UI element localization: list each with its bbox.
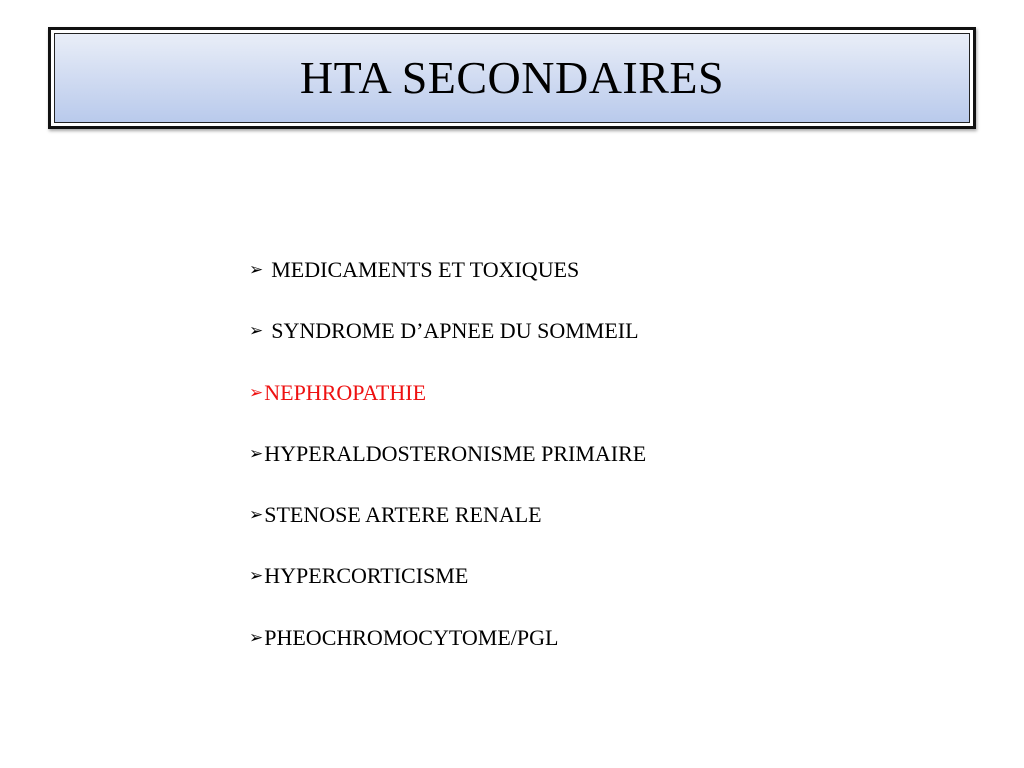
list-item-pheochromocytome xyxy=(249,623,646,684)
list-item-hyperaldosteronisme xyxy=(249,439,646,500)
list-item-label: HYPERALDOSTERONISME PRIMAIRE xyxy=(264,440,647,466)
list-item-nephropathie xyxy=(249,378,646,439)
list-item-label: STENOSE ARTERE RENALE xyxy=(264,502,542,528)
title-frame xyxy=(48,27,976,129)
arrow-bullet-icon: ➢ xyxy=(249,382,264,403)
arrow-bullet-icon: ➢ xyxy=(249,260,264,280)
arrow-bullet-icon: ➢ xyxy=(249,321,264,342)
list-item-label: PHEOCHROMOCYTOME/PGL xyxy=(264,624,559,650)
arrow-bullet-icon: ➢ xyxy=(249,566,264,587)
list-item-hypercorticisme xyxy=(249,561,646,622)
list-item-label: MEDICAMENTS ET TOXIQUES xyxy=(271,257,580,282)
list-item-medicaments xyxy=(249,255,646,316)
list-item-syndrome-apnee xyxy=(249,316,646,377)
arrow-bullet-icon: ➢ xyxy=(249,443,264,464)
list-item-stenose xyxy=(249,500,646,561)
slide-title: HTA SECONDAIRES xyxy=(299,52,725,103)
arrow-bullet-icon: ➢ xyxy=(249,505,264,526)
bullet-list xyxy=(249,255,646,684)
list-item-label: NEPHROPATHIE xyxy=(264,379,427,405)
list-item-label: SYNDROME D’APNEE DU SOMMEIL xyxy=(271,318,639,344)
list-item-label: HYPERCORTICISME xyxy=(264,563,469,589)
arrow-bullet-icon: ➢ xyxy=(249,627,264,648)
title-banner xyxy=(54,33,970,123)
